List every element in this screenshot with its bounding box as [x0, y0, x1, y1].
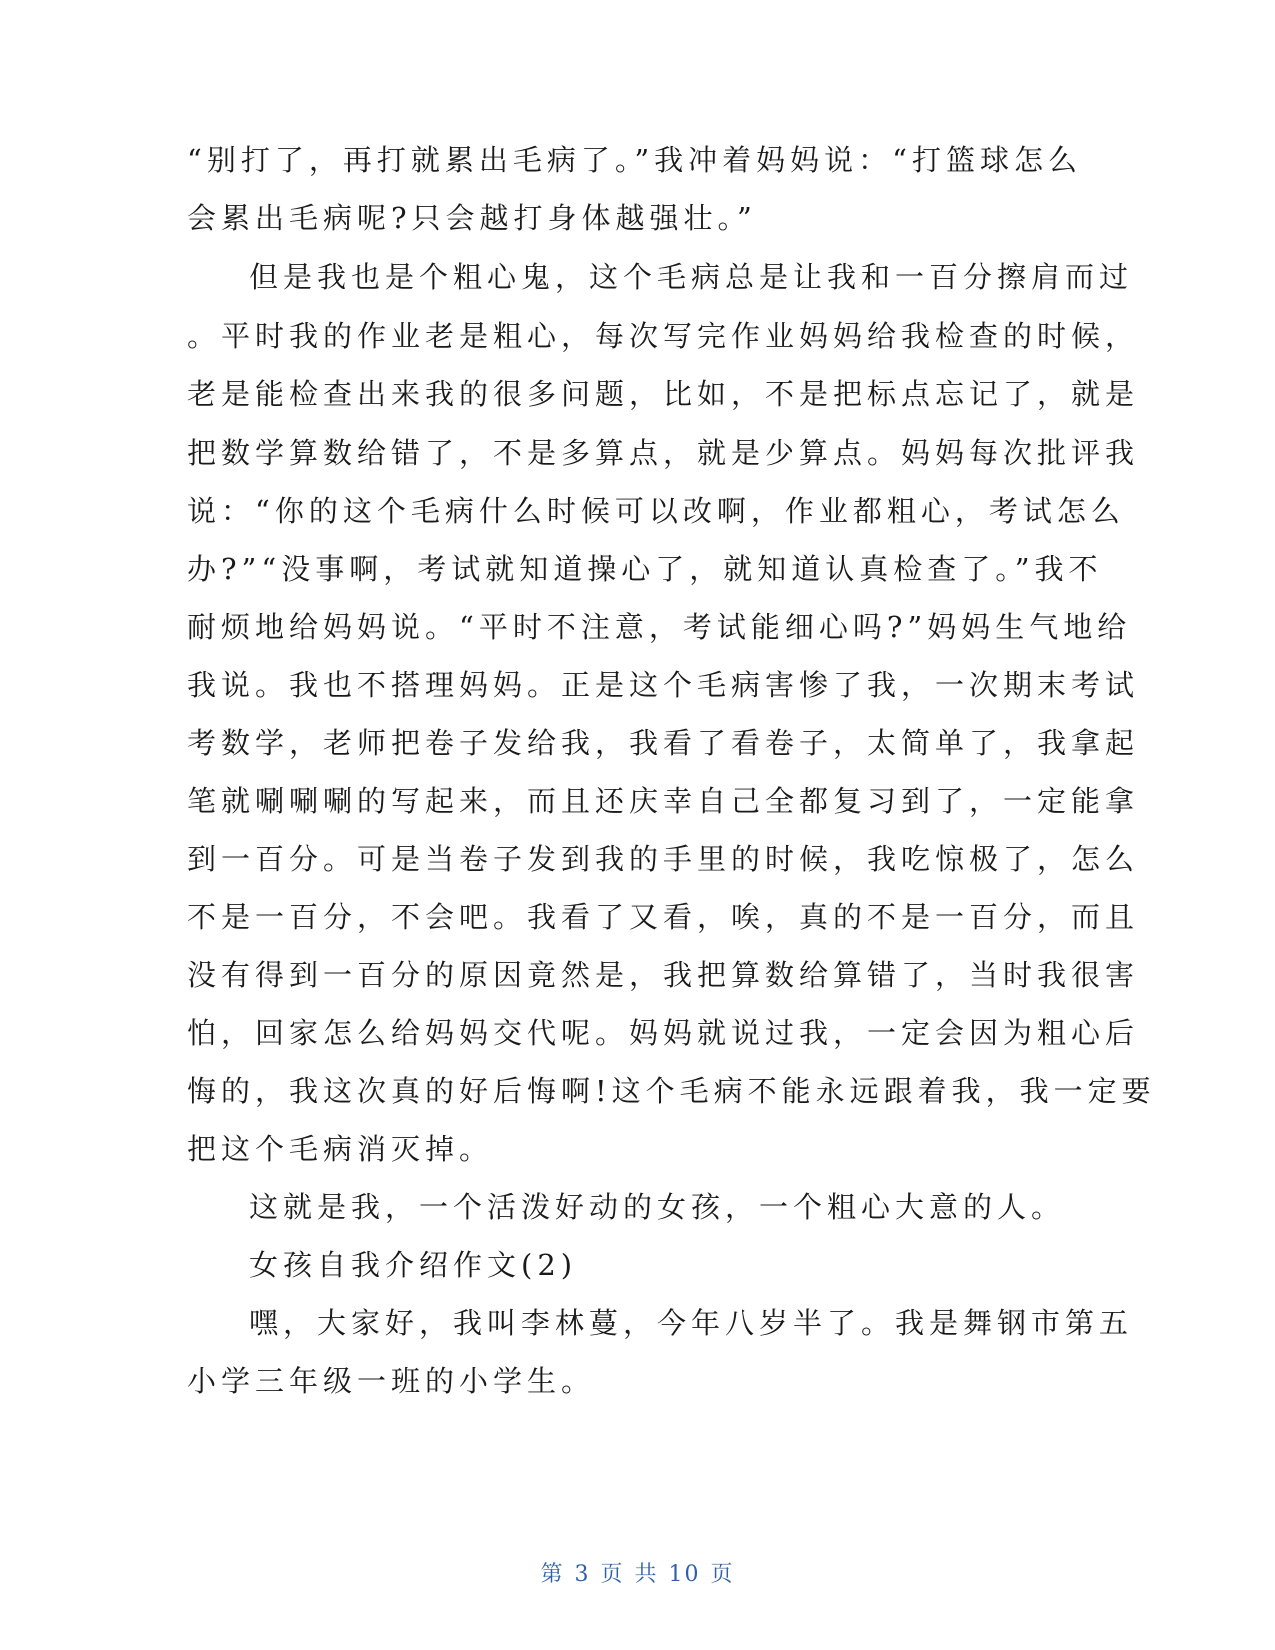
text-line: 。平时我的作业老是粗心，每次写完作业妈妈给我检查的时候， — [187, 319, 1140, 353]
text-line: 把数学算数给错了，不是多算点，就是少算点。妈妈每次批评我 — [187, 436, 1140, 470]
paragraph-start-line: 这就是我，一个活泼好动的女孩，一个粗心大意的人。 — [249, 1190, 1066, 1224]
text-line: 耐烦地给妈妈说。“平时不注意，考试能细心吗?”妈妈生气地给 — [187, 610, 1132, 644]
section-heading: 女孩自我介绍作文(2) — [249, 1248, 578, 1282]
footer-page-word: 页 — [600, 1562, 625, 1587]
text-line: 笔就唰唰唰的写起来，而且还庆幸自己全都复习到了，一定能拿 — [187, 784, 1140, 818]
footer-total-label: 共 — [634, 1562, 659, 1587]
text-line: 考数学，老师把卷子发给我，我看了看卷子，太简单了，我拿起 — [187, 726, 1140, 760]
text-line: 悔的，我这次真的好后悔啊!这个毛病不能永远跟着我，我一定要 — [187, 1074, 1156, 1108]
text-line: 怕，回家怎么给妈妈交代呢。妈妈就说过我，一定会因为粗心后 — [187, 1016, 1140, 1050]
text-line: 把这个毛病消灭掉。 — [187, 1132, 494, 1166]
footer-total-word: 页 — [710, 1562, 735, 1587]
text-line: 老是能检查出来我的很多问题，比如，不是把标点忘记了，就是 — [187, 377, 1140, 411]
text-line: 会累出毛病呢?只会越打身体越强壮。” — [187, 201, 757, 235]
footer-page-label: 第 — [540, 1562, 565, 1587]
text-line: 没有得到一百分的原因竟然是，我把算数给算错了，当时我很害 — [187, 958, 1140, 992]
text-line: “别打了，再打就累出毛病了。”我冲着妈妈说：“打篮球怎么 — [187, 143, 1082, 177]
paragraph-start-line: 嘿，大家好，我叫李林蔓，今年八岁半了。我是舞钢市第五 — [249, 1306, 1134, 1340]
text-line: 不是一百分，不会吧。我看了又看，唉，真的不是一百分，而且 — [187, 900, 1140, 934]
page-footer — [0, 1557, 1275, 1588]
text-line: 小学三年级一班的小学生。 — [187, 1364, 596, 1398]
text-line: 到一百分。可是当卷子发到我的手里的时候，我吃惊极了，怎么 — [187, 842, 1140, 876]
text-line: 办?”“没事啊，考试就知道操心了，就知道认真检查了。”我不 — [187, 552, 1103, 586]
text-line: 说：“你的这个毛病什么时候可以改啊，作业都粗心，考试怎么 — [187, 494, 1125, 528]
paragraph-start-line: 但是我也是个粗心鬼，这个毛病总是让我和一百分擦肩而过 — [249, 260, 1134, 294]
text-line: 我说。我也不搭理妈妈。正是这个毛病害惨了我，一次期末考试 — [187, 668, 1140, 702]
footer-total-pages: 10 — [668, 1562, 701, 1587]
footer-page-number: 3 — [574, 1562, 591, 1587]
